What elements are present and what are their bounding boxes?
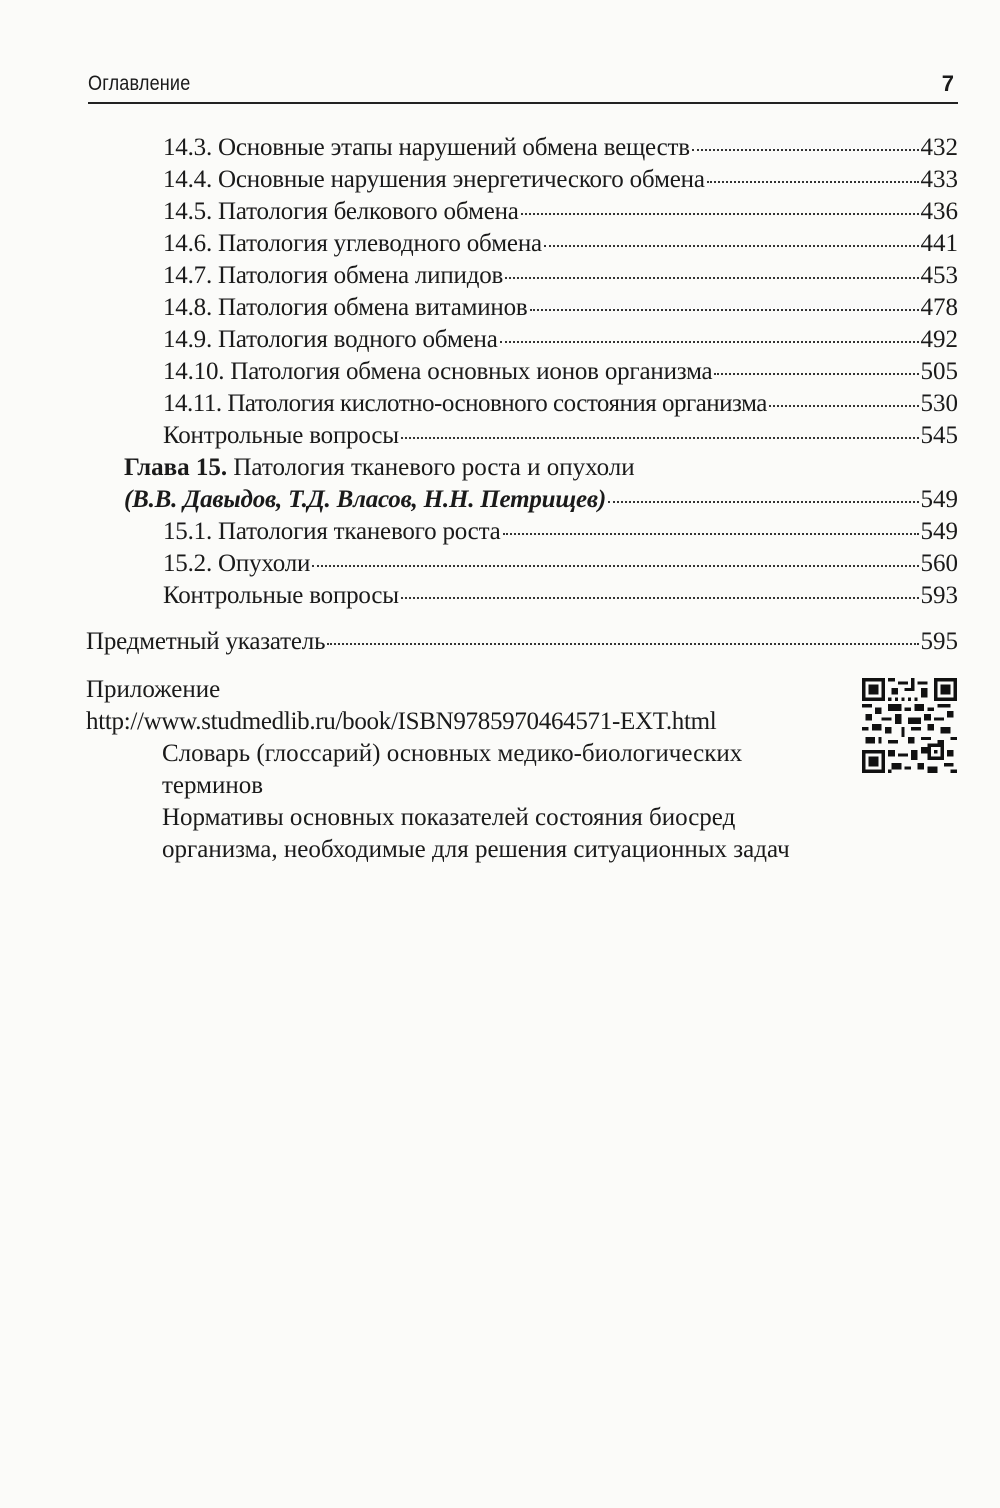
toc-entry-review-questions[interactable] (163, 580, 958, 612)
toc-entry-page: 560 (920, 550, 958, 577)
dot-leader (505, 277, 918, 279)
appendix-title: Приложение (86, 676, 221, 703)
toc-entry-review-questions[interactable] (163, 420, 958, 452)
toc-entry-page: 530 (920, 390, 958, 417)
toc-entry-title: Контрольные вопросы (163, 582, 399, 609)
toc-entry-title: 14.7. Патология обмена липидов (163, 262, 504, 289)
toc-entry-title: 14.6. Патология углеводного обмена (163, 230, 542, 257)
toc-entry[interactable] (163, 388, 958, 420)
chapter-authors: (В.В. Давыдов, Т.Д. Власов, Н.Н. Петрищев) (124, 486, 606, 513)
toc-entry-title: 14.4. Основные нарушения энергетического обмена (163, 166, 705, 193)
toc-entry[interactable] (163, 164, 958, 196)
appendix-item-glossary: Словарь (глоссарий) основных медико-биологических (162, 740, 743, 767)
toc-entry-title: 14.10. Патология обмена основных ионов организма (163, 358, 713, 385)
dot-leader (503, 533, 919, 535)
toc-entry-page: 549 (920, 486, 958, 513)
toc-entry-title: Контрольные вопросы (163, 422, 399, 449)
running-header (88, 66, 958, 104)
appendix-item-norms: Нормативы основных показателей состояния биосред (162, 804, 736, 831)
chapter-title: Патология тканевого роста и опухоли (233, 454, 635, 481)
chapter-15-heading[interactable] (124, 452, 635, 484)
toc-entry-title: 14.11. Патология кислотно-основного состояния организма (163, 390, 767, 417)
qr-code-icon[interactable] (862, 678, 957, 773)
header-title: Оглавление (88, 72, 191, 95)
toc-entry-page: 505 (920, 358, 958, 385)
toc-entry-title: 15.2. Опухоли (163, 550, 311, 577)
toc-entry-title: 14.8. Патология обмена витаминов (163, 294, 528, 321)
toc-entry[interactable] (163, 292, 958, 324)
dot-leader (312, 565, 918, 567)
toc-entry-title: 14.9. Патология водного обмена (163, 326, 498, 353)
dot-leader (327, 643, 918, 645)
toc-entry[interactable] (163, 228, 958, 260)
toc-entry-page: 436 (920, 198, 958, 225)
toc-entry-page: 492 (920, 326, 958, 353)
toc-entry-page: 441 (920, 230, 958, 257)
dot-leader (401, 597, 919, 599)
appendix-item-glossary-cont: терминов (162, 772, 264, 799)
toc-entry[interactable] (163, 356, 958, 388)
toc-entry[interactable] (163, 548, 958, 580)
appendix-item-norms-cont: организма, необходимые для решения ситуационных задач (162, 836, 790, 863)
dot-leader (769, 405, 919, 407)
toc-entry-title: 14.3. Основные этапы нарушений обмена веществ (163, 134, 690, 161)
chapter-15-authors[interactable] (124, 484, 958, 516)
appendix-url-link[interactable]: http://www.studmedlib.ru/book/ISBN9785970464571-EXT.html (86, 708, 717, 735)
toc-entry[interactable] (163, 324, 958, 356)
toc-entry-page: 593 (920, 582, 958, 609)
toc-entry-page: 545 (920, 422, 958, 449)
toc-entry-page: 595 (920, 628, 958, 655)
toc-entry-title: 14.5. Патология белкового обмена (163, 198, 519, 225)
dot-leader (707, 181, 919, 183)
toc-entry[interactable] (163, 260, 958, 292)
toc-entry-page: 478 (920, 294, 958, 321)
toc-entry-page: 549 (920, 518, 958, 545)
toc-entry-title: 15.1. Патология тканевого роста (163, 518, 501, 545)
toc-entry-page: 453 (920, 262, 958, 289)
dot-leader (692, 149, 919, 151)
toc-entry[interactable] (163, 516, 958, 548)
dot-leader (521, 213, 919, 215)
page-number: 7 (941, 71, 954, 96)
dot-leader (401, 437, 919, 439)
toc-entry-page: 432 (920, 134, 958, 161)
toc-entry[interactable] (163, 196, 958, 228)
toc-entry-title: Предметный указатель (86, 628, 326, 655)
dot-leader (544, 245, 919, 247)
chapter-label: Глава 15. (124, 454, 228, 481)
dot-leader (714, 373, 918, 375)
subject-index-entry[interactable] (86, 626, 958, 658)
dot-leader (500, 341, 919, 343)
dot-leader (530, 309, 919, 311)
dot-leader (608, 501, 919, 503)
toc-entry-page: 433 (920, 166, 958, 193)
toc-entry[interactable] (163, 132, 958, 164)
